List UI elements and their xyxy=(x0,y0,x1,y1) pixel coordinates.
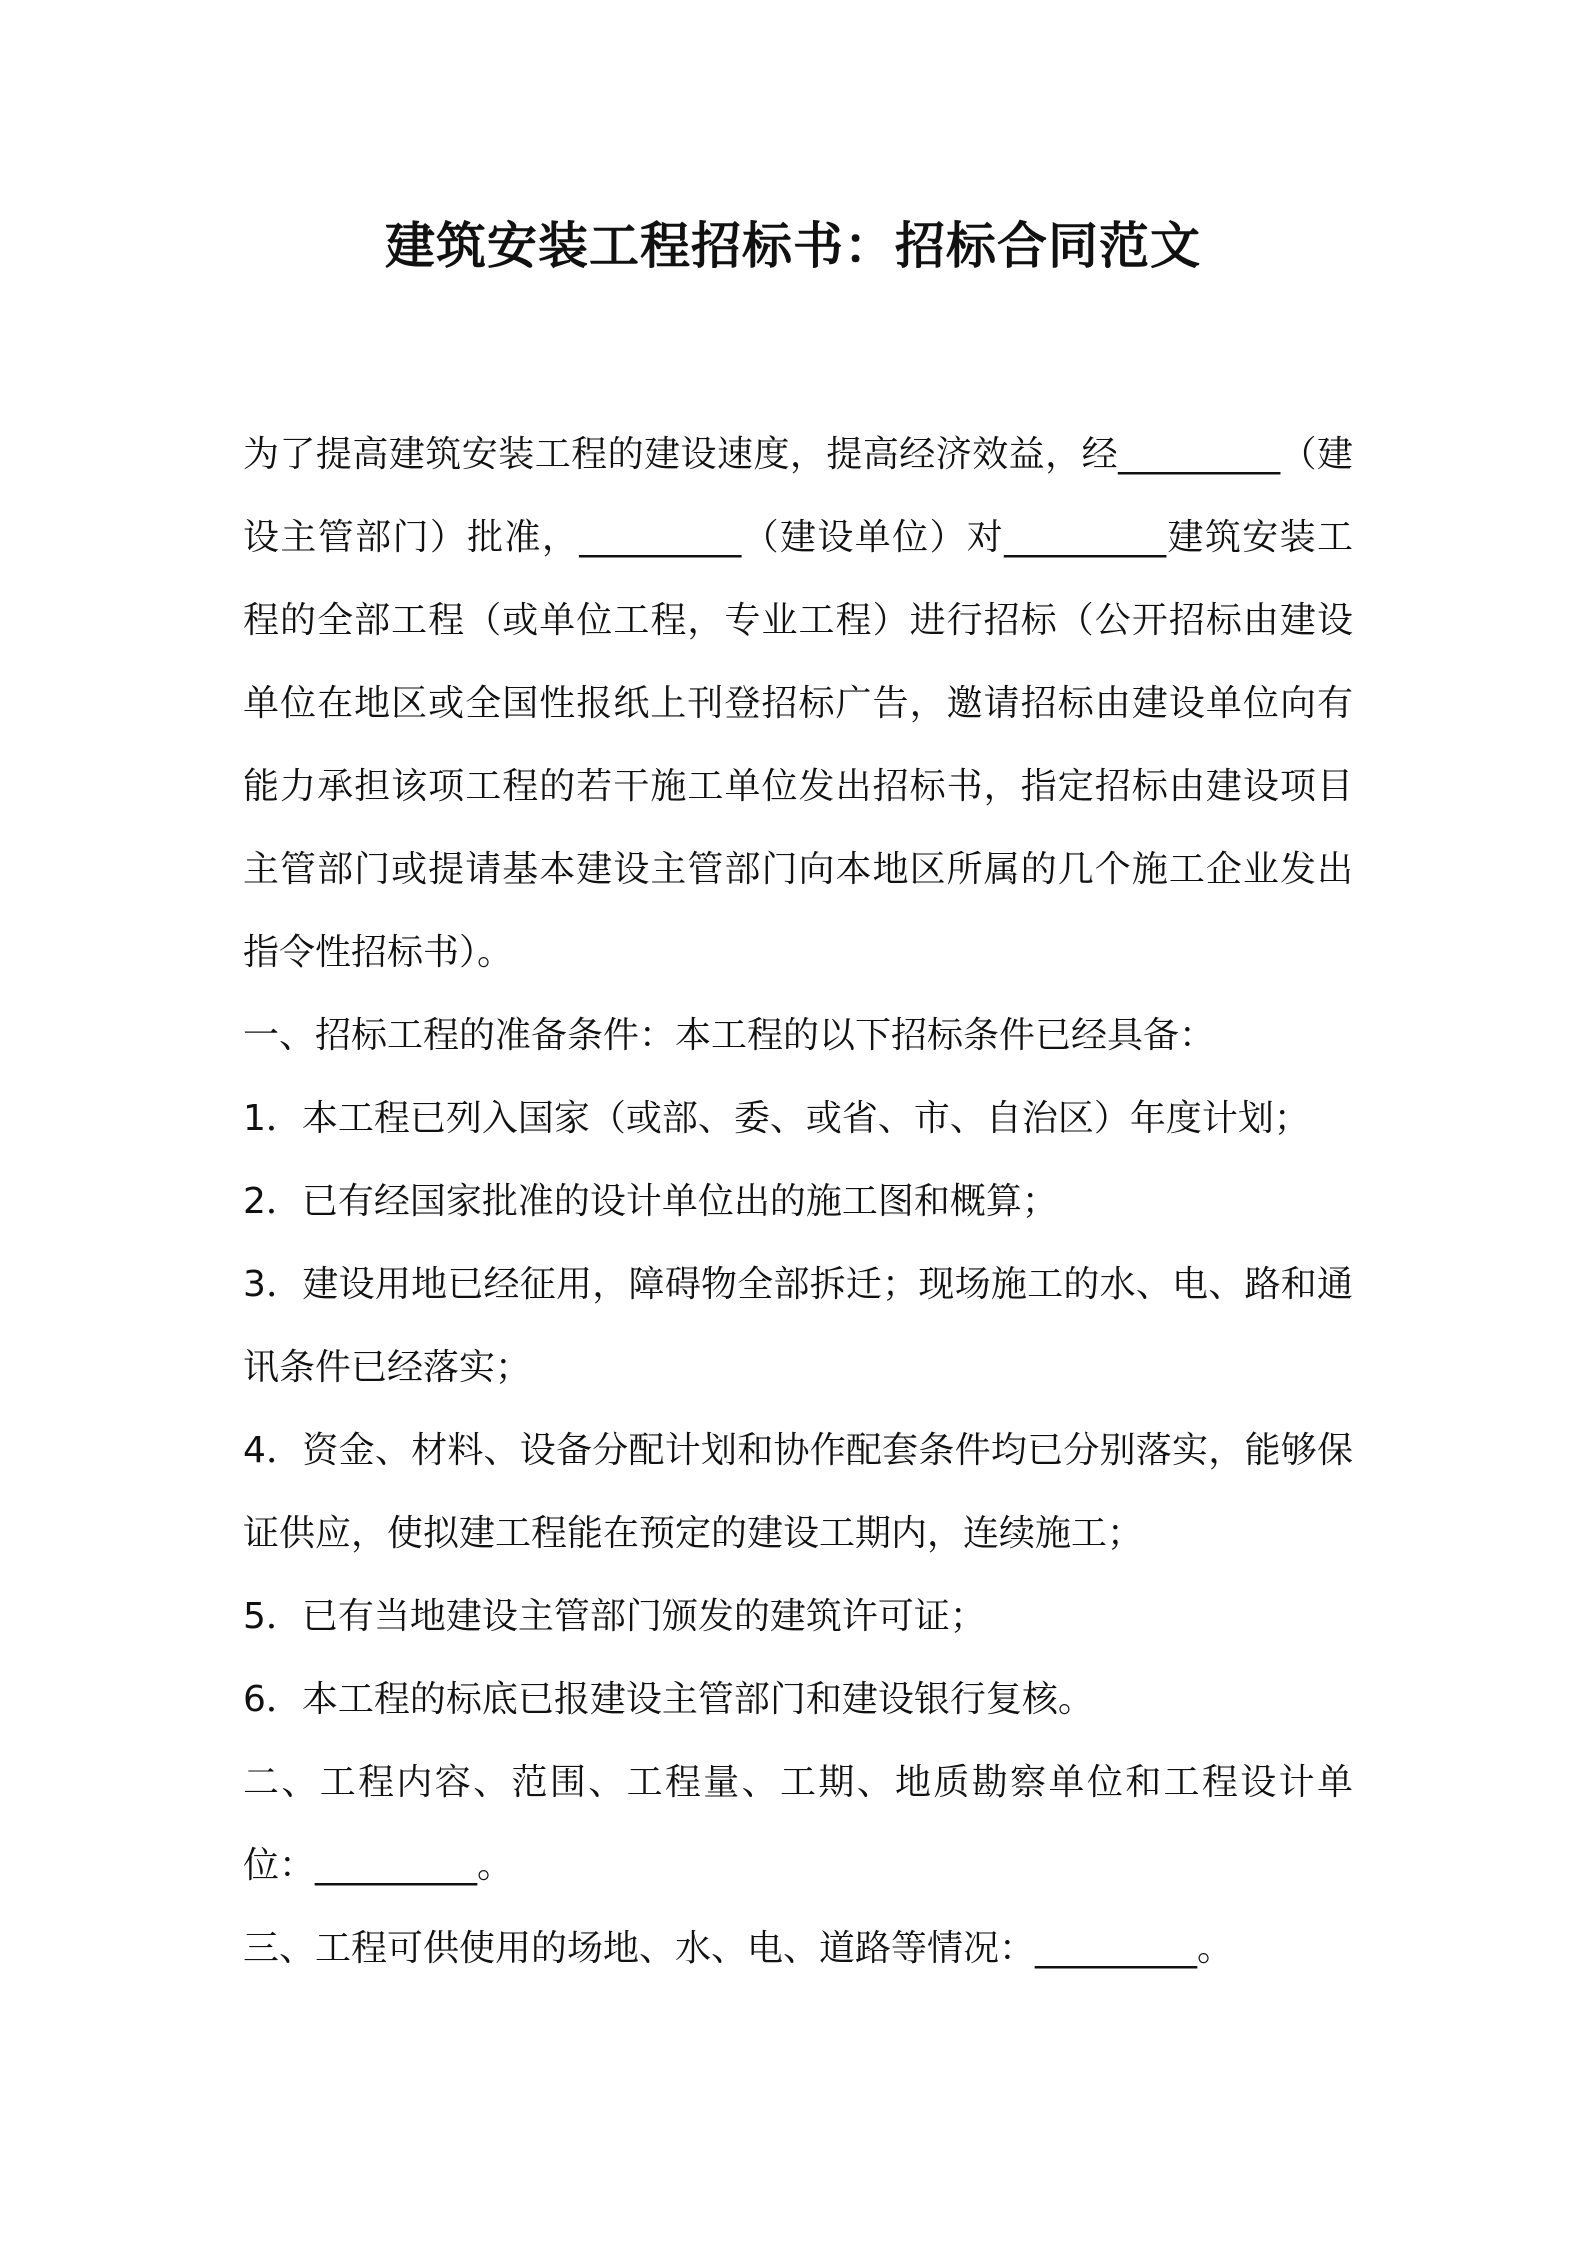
section-3-paragraph: 三、工程可供使用的场地、水、电、道路等情况：_________。 xyxy=(243,1928,1234,1969)
condition-item-6: 6．本工程的标底已报建设主管部门和建设银行复核。 xyxy=(243,1679,1094,1720)
section-1-heading: 一、招标工程的准备条件：本工程的以下招标条件已经具备： xyxy=(243,1015,1216,1056)
intro-paragraph: 为了提高建筑安装工程的建设速度，提高经济效益，经_________（建设主管部门）批准，_________（建设单位）对_________建筑安装工程的全部工程（或单位工程，专业工程）进行招标（公开招标由建设单位在地区或全国性报纸上刊登招标广告，邀请招标由建设单位向有能力承担该项工程的若干施工单位发出招标书，指定招标由建设项目主管部门或提请基本建设主管部门向本地区所属的几个施工企业发出指令性招标书）。 xyxy=(243,434,1353,973)
section-2-paragraph: 二、工程内容、范围、工程量、工期、地质勘察单位和工程设计单位：_________。 xyxy=(243,1762,1353,1886)
document-title: 建筑安装工程招标书：招标合同范文 xyxy=(385,217,1201,275)
document-body xyxy=(243,413,1353,1990)
condition-item-2: 2．已有经国家批准的设计单位出的施工图和概算； xyxy=(243,1181,1058,1222)
condition-item-1: 1．本工程已列入国家（或部、委、或省、市、自治区）年度计划； xyxy=(243,1098,1310,1139)
condition-item-4: 4．资金、材料、设备分配计划和协作配套条件均已分别落实，能够保证供应，使拟建工程能在预定的建设工期内，连续施工； xyxy=(243,1430,1353,1554)
condition-item-5: 5．已有当地建设主管部门颁发的建筑许可证； xyxy=(243,1596,986,1637)
condition-item-3: 3．建设用地已经征用，障碍物全部拆迁；现场施工的水、电、路和通讯条件已经落实； xyxy=(243,1264,1353,1388)
